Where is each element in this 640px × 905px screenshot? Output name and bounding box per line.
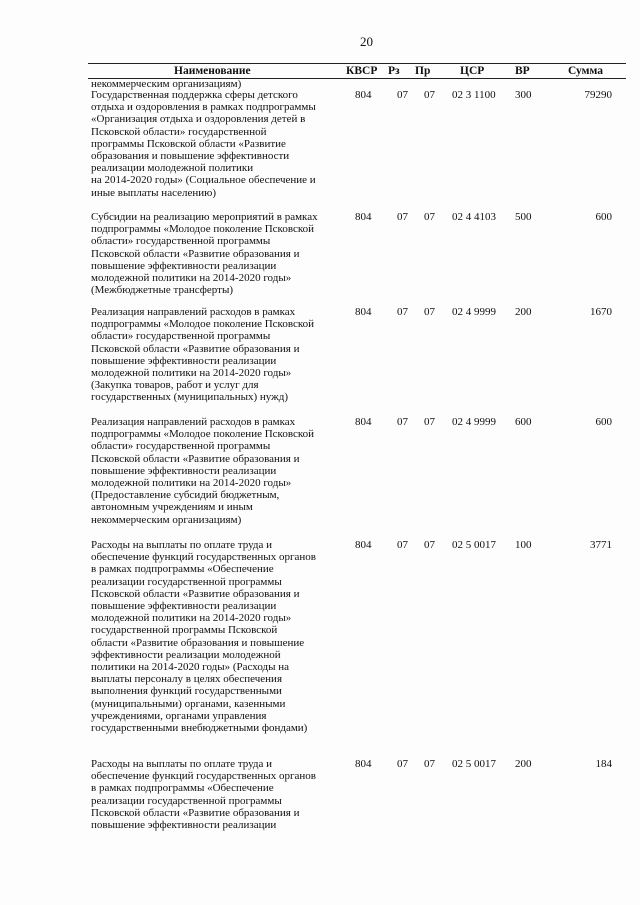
page-number: 20 [360, 34, 373, 49]
row-kvsr: 804 [355, 306, 372, 318]
header-vr: ВР [515, 65, 530, 77]
row-vr: 200 [515, 758, 532, 770]
row-vr: 300 [515, 89, 532, 101]
row-rz: 07 [397, 416, 408, 428]
row-sum: 1670 [590, 306, 612, 318]
row-sum: 184 [595, 758, 612, 770]
row-csr: 02 3 1100 [452, 89, 496, 101]
row-vr: 600 [515, 416, 532, 428]
row-sum: 3771 [590, 539, 612, 551]
table-header [88, 63, 626, 79]
header-kvsr: КВСР [346, 65, 378, 77]
row-rz: 07 [397, 89, 408, 101]
row-pr: 07 [424, 539, 435, 551]
header-csr: ЦСР [460, 65, 485, 77]
row-csr: 02 4 9999 [452, 306, 496, 318]
row-pr: 07 [424, 89, 435, 101]
row-kvsr: 804 [355, 758, 372, 770]
row-name: Государственная поддержка сферы детского отдыха и оздоровления в рамках подпрограммы «Организация отдыха и оздоровления детей в Псковской области» государственной программы Псковской области «Развитие образования и повышение эффективности реализации молодежной политики на 2014-2020 годы» (Социальное обеспечение и иные выплаты населению) [91, 89, 316, 199]
row-pr: 07 [424, 758, 435, 770]
row-name: Субсидии на реализацию мероприятий в рамках подпрограммы «Молодое поколение Псковской области» государственной программы Псковской области «Развитие образования и повышение эффективности реализации молодежной политики на 2014-2020 годы» (Межбюджетные трансферты) [91, 211, 318, 297]
row-vr: 500 [515, 211, 532, 223]
row-kvsr: 804 [355, 89, 372, 101]
header-pr: Пр [415, 65, 431, 77]
row-sum: 600 [595, 211, 612, 223]
row-vr: 200 [515, 306, 532, 318]
header-sum: Сумма [568, 65, 603, 77]
row-rz: 07 [397, 306, 408, 318]
header-name: Наименование [174, 65, 251, 77]
row-pr: 07 [424, 306, 435, 318]
header-rz: Рз [388, 65, 400, 77]
row-csr: 02 5 0017 [452, 758, 496, 770]
row-name: Реализация направлений расходов в рамках подпрограммы «Молодое поколение Псковской области» государственной программы Псковской области «Развитие образования и повышение эффективности реализации молодежной политики на 2014-2020 годы» (Предоставление субсидий бюджетным, автономным учреждениям и иным некоммерческим организациям) [91, 416, 315, 526]
row-kvsr: 804 [355, 539, 372, 551]
row-kvsr: 804 [355, 416, 372, 428]
continued-text: некоммерческим организациям) [91, 78, 242, 90]
row-vr: 100 [515, 539, 532, 551]
row-sum: 600 [595, 416, 612, 428]
row-rz: 07 [397, 539, 408, 551]
row-pr: 07 [424, 416, 435, 428]
row-rz: 07 [397, 211, 408, 223]
row-rz: 07 [397, 758, 408, 770]
row-kvsr: 804 [355, 211, 372, 223]
row-pr: 07 [424, 211, 435, 223]
row-csr: 02 4 4103 [452, 211, 496, 223]
row-sum: 79290 [584, 89, 612, 101]
row-name: Реализация направлений расходов в рамках подпрограммы «Молодое поколение Псковской области» государственной программы Псковской области «Развитие образования и повышение эффективности реализации молодежной политики на 2014-2020 годы» (Закупка товаров, работ и услуг для государственных (муниципальных) нужд) [91, 306, 315, 404]
row-name: Расходы на выплаты по оплате труда и обеспечение функций государственных органов в рамках подпрограммы «Обеспечение реализации государственной программы Псковской области «Развитие образования и повышение эффективности реализации молодежной политики на 2014-2020 годы» государственной программы Псковской области «Развитие образования и повышение эффективности реализации молодежной политики на 2014-2020 годы» (Расходы на выплаты персоналу в целях обеспечения выполнения функций государственными (муниципальными) органами, казенными учреждениями, органами управления государственными внебюджетными фондами) [91, 539, 316, 735]
row-csr: 02 4 9999 [452, 416, 496, 428]
row-csr: 02 5 0017 [452, 539, 496, 551]
row-name: Расходы на выплаты по оплате труда и обеспечение функций государственных органов в рамках подпрограммы «Обеспечение реализации государственной программы Псковской области «Развитие образования и повышение эффективности реализации [91, 758, 316, 832]
